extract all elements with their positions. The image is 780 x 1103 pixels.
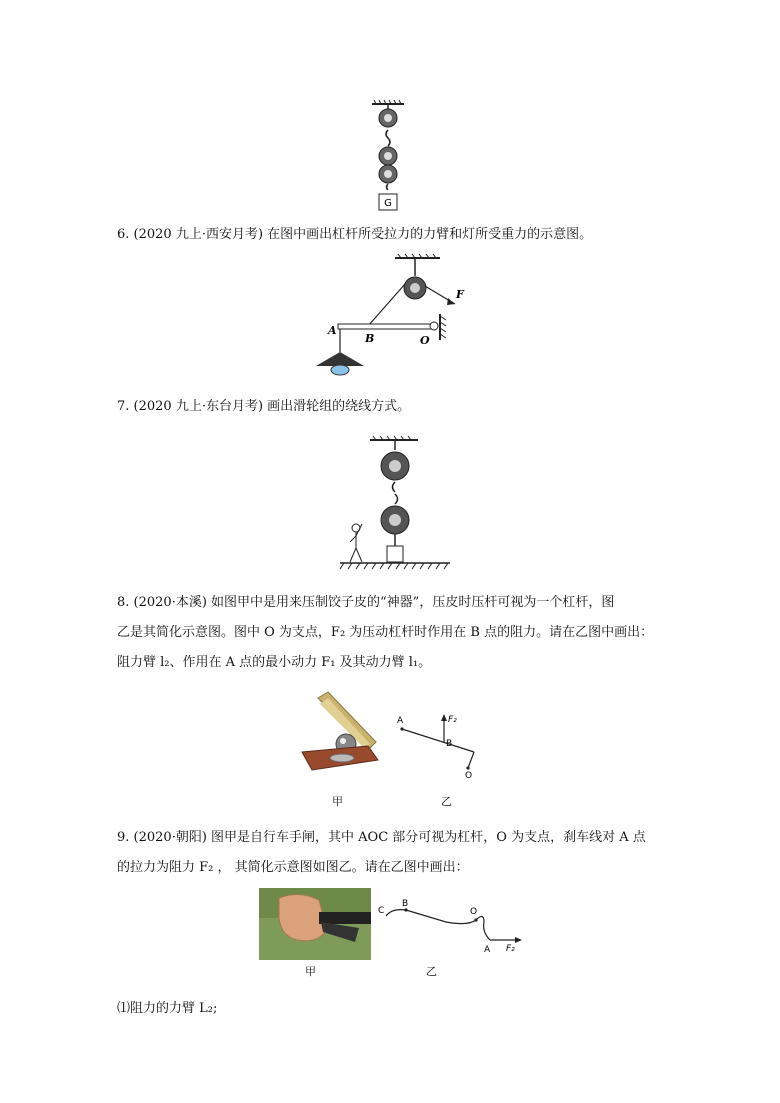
question-9-line-1: 9. (2020·朝阳) 图甲是自行车手闸，其中 AOC 部分可视为杠杆，O 为支点，刹车线对 A 点 [117,830,646,845]
brake-lever-diagram-9 [376,898,526,958]
label-o: O [420,334,430,347]
lever-lamp-figure [310,254,470,384]
question-7: 7. (2020 九上·东台月考) 画出滑轮组的绕线方式。 [117,399,411,414]
label-f: F [456,288,464,301]
label-f2-8: F₂ [448,715,457,725]
dumpling-press-photo [298,690,378,780]
label-b-9: B [402,899,409,909]
lever-diagram-8 [392,712,492,782]
label-a-8: A [397,716,404,726]
question-8-line-3: 阻力臂 l₂、作用在 A 点的最小动力 F₁ 及其动力臂 l₁。 [117,655,432,670]
question-9-line-2: 的拉力为阻力 F₂ ， 其简化示意图如图乙。请在乙图中画出： [117,860,469,875]
question-8-line-2: 乙是其简化示意图。图中 O 为支点，F₂ 为压动杠杆时作用在 B 点的阻力。请在乙图中画出： [117,625,654,640]
label-b: B [365,332,375,345]
label-o-9: O [470,907,478,917]
bike-brake-photo [259,888,371,960]
caption-yi-8: 乙 [441,795,452,808]
label-o-8: O [465,771,473,781]
pulley-g-figure [360,98,420,218]
label-f2-9: F₂ [506,944,515,954]
caption-yi-9: 乙 [426,965,437,978]
label-c-9: C [378,906,385,916]
pulley-system-figure [338,436,458,572]
question-9-sub-1: ⑴阻力的力臂 L₂; [117,1001,218,1016]
weight-g-label: G [384,198,392,209]
label-a-9: A [484,945,491,955]
question-6: 6. (2020 九上·西安月考) 在图中画出杠杆所受拉力的力臂和灯所受重力的示意图。 [117,227,593,242]
label-a: A [328,324,337,337]
caption-jia-8: 甲 [332,795,343,808]
caption-jia-9: 甲 [305,965,316,978]
question-8-line-1: 8. (2020·本溪) 如图甲中是用来压制饺子皮的“神器”，压皮时压杆可视为一个杠杆，图 [117,595,615,610]
label-b-8: B [446,739,453,749]
